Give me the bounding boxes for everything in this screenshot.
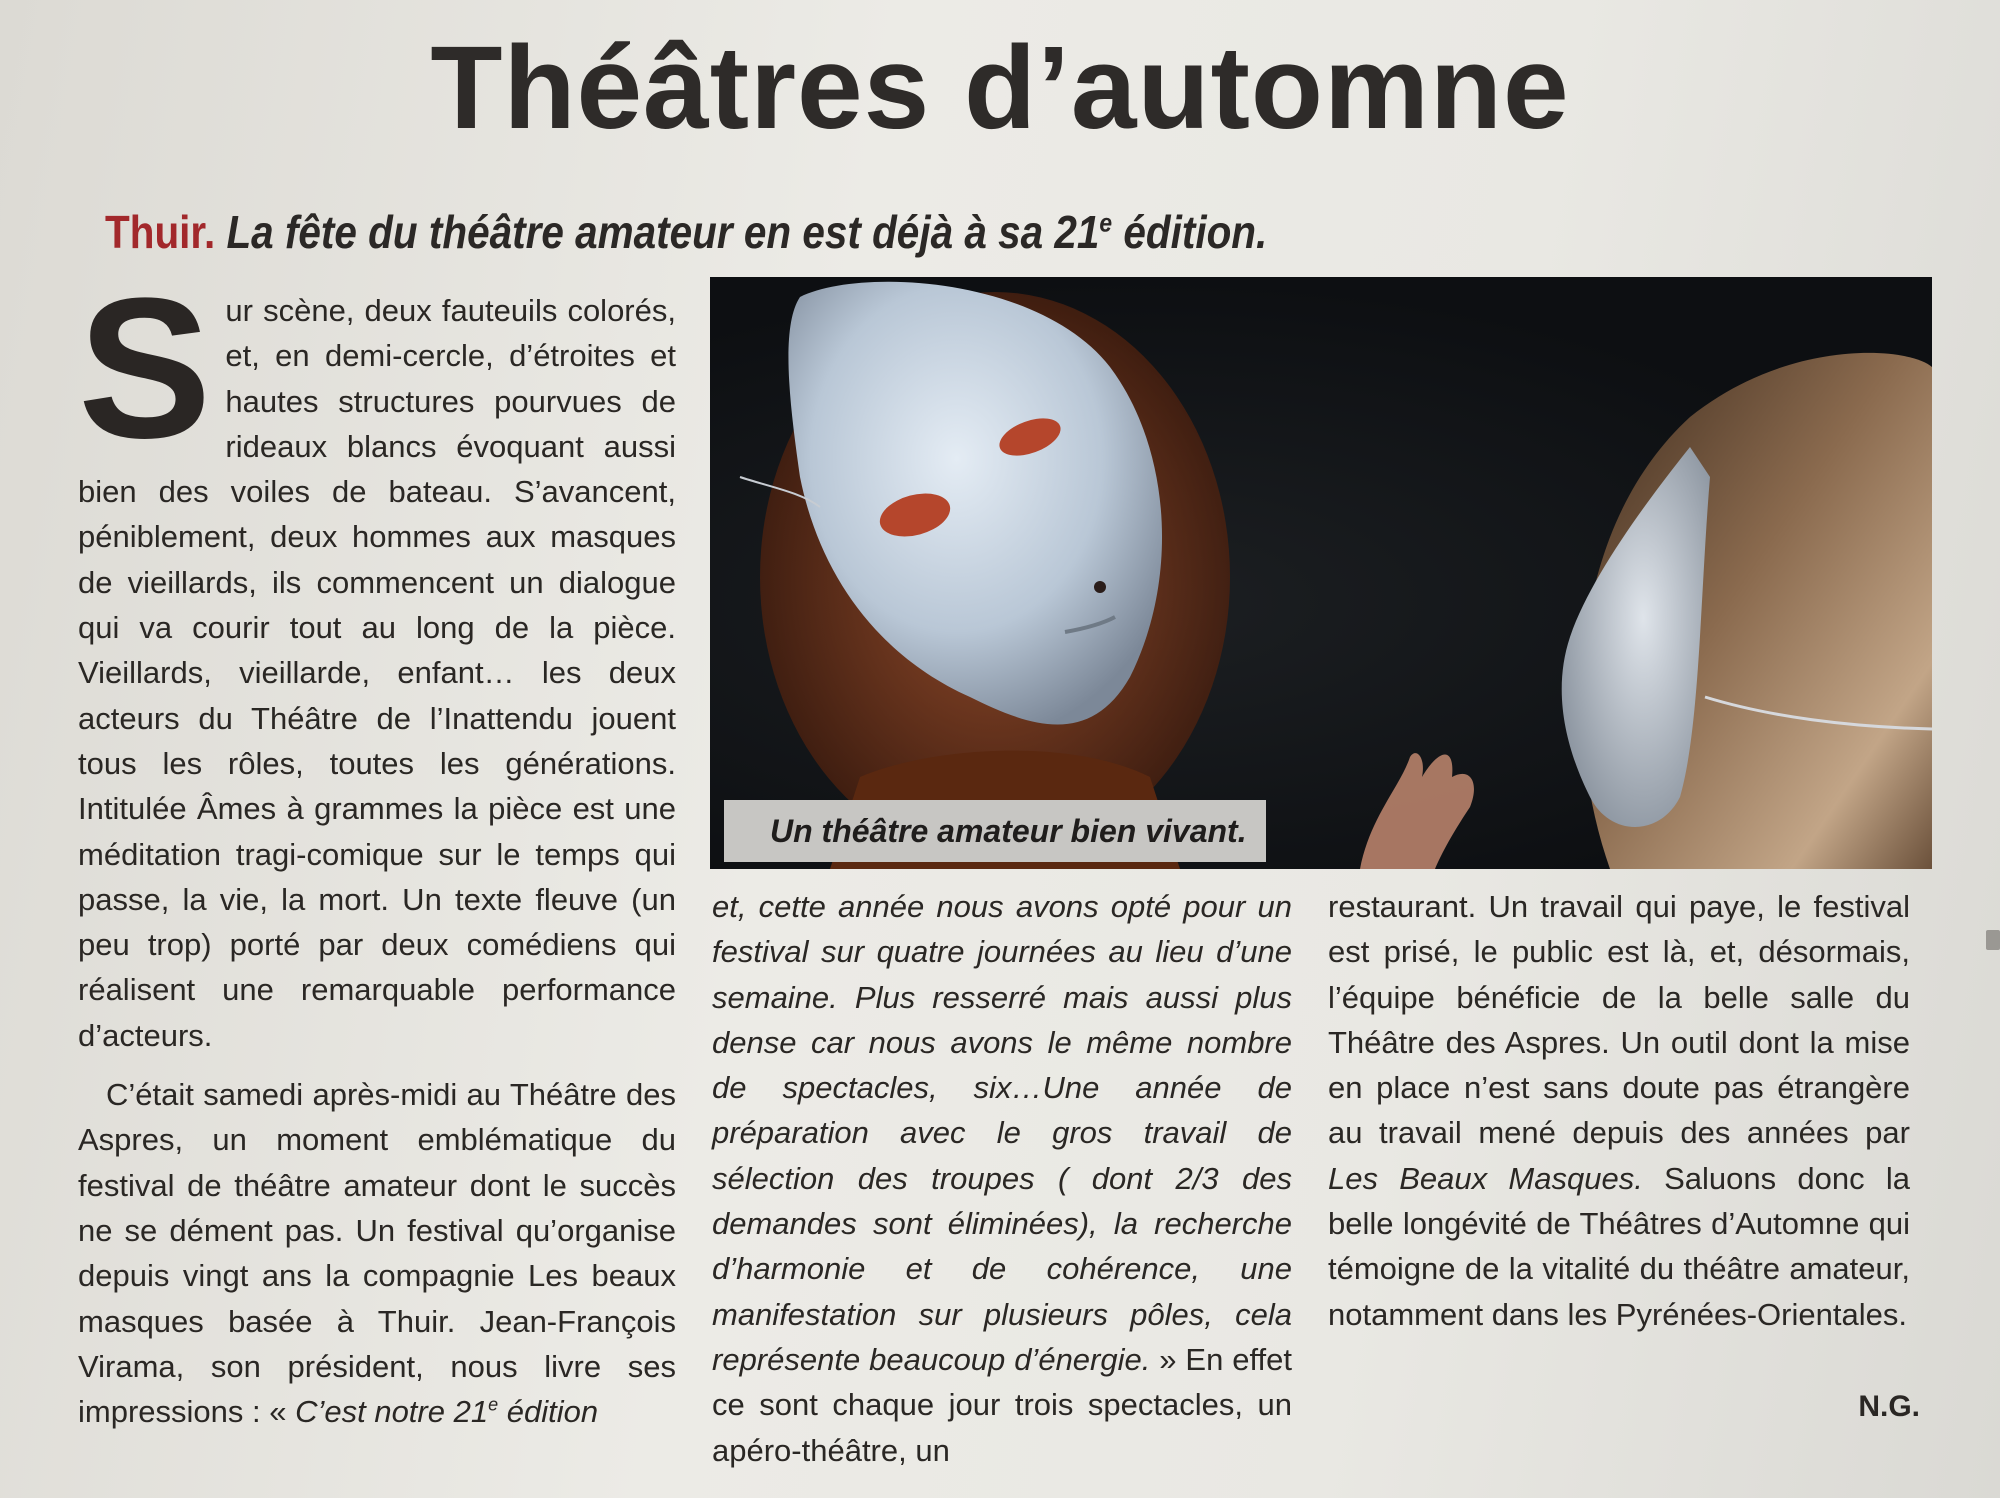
drop-cap: S [78,257,212,480]
company-name: Les Beaux Masques. [1328,1160,1643,1196]
paragraph-2 [78,1072,676,1434]
article-photo [710,277,1932,869]
author-signature: N.G. [1858,1390,1920,1423]
actor-hand [1360,753,1474,869]
quote-superscript: e [488,1394,499,1415]
paragraph-1-text: ur scène, deux fauteuils colorés, et, en demi-cercle, d’étroites et hautes structures pourvues de rideaux blancs évoquant aussi bien des voiles de bateau. S’avancent, péniblement, deux hommes aux masques de vieillards, ils commencent un dialogue qui va courir tout au long de la pièce. Vieillards, vieillarde, enfant… les deux acteurs du Théâtre de l’Inattendu jouent tous les rôles, toutes les générations. Intitulée Âmes à grammes la pièce est une méditation tragi-comique sur le temps qui passe, la vie, la mort. Un texte fleuve (un peu trop) porté par deux comédiens qui réalisent une remarquable performance d’acteurs. [78,293,676,1053]
mask-nostril [1094,581,1106,593]
photo-caption: Un théâtre amateur bien vivant. [724,800,1266,862]
quote-text: C’est notre 21 [286,1394,489,1430]
lead-end: édition. [1112,206,1268,258]
column-3-text-a: restaurant. Un travail qui paye, le festival est prisé, le public est là, et, désormais, l’équipe bénéficie de la belle salle du Théâtre des Aspres. Un outil dont la mise en place n’est sans doute pas étrangère au travail mené depuis des années par [1328,889,1910,1151]
lead-text [226,206,1267,258]
lead-superscript: e [1099,207,1113,238]
paragraph-2-text: C’était samedi après-midi au Théâtre des Aspres, un moment emblématique du festival de théâtre amateur dont le succès ne se dément pas. Un festival qu’organise depuis vingt ans la compagnie Les beaux masques basée à Thuir. Jean-François Virama, son président, nous livre ses impressions : « [78,1077,676,1430]
page-edge-clip [1986,930,2000,950]
column-2 [712,884,1292,1473]
column-3-paragraph [1328,884,1910,1337]
column-2-paragraph [712,884,1292,1473]
column-3 [1328,884,1910,1337]
lead-main: La fête du théâtre amateur en est déjà à sa 21 [226,206,1100,258]
column-3-text-b: Saluons donc la belle longévité de Théâtres d’Automne qui témoigne de la vitalité du théâtre amateur, notamment dans les Pyrénées-Orientales. [1328,1160,1910,1332]
article-title: Théâtres d’automne [430,22,1570,154]
quote-end: édition [498,1394,599,1430]
quote-start [286,1394,598,1429]
interview-quote: et, cette année nous avons opté pour un festival sur quatre journées au lieu d’une semaine. Plus resserré mais aussi plus dense car nous avons le même nombre de spectacles, six…Une année de préparation avec le gros travail de sélection des troupes ( dont 2/3 des demandes sont éliminées), la recherche d’harmonie et de cohérence, une manifestation sur plusieurs pôles, cela représente beaucoup d’énergie. [712,889,1292,1377]
paragraph-1 [78,257,676,1058]
article-subtitle [105,205,1267,259]
masked-actors-illustration [710,277,1932,869]
column-1 [78,257,676,1434]
column-2-tail: » En effet ce sont chaque jour trois spectacles, un apéro-théâtre, un [712,1341,1292,1468]
location-label: Thuir. [105,206,216,258]
